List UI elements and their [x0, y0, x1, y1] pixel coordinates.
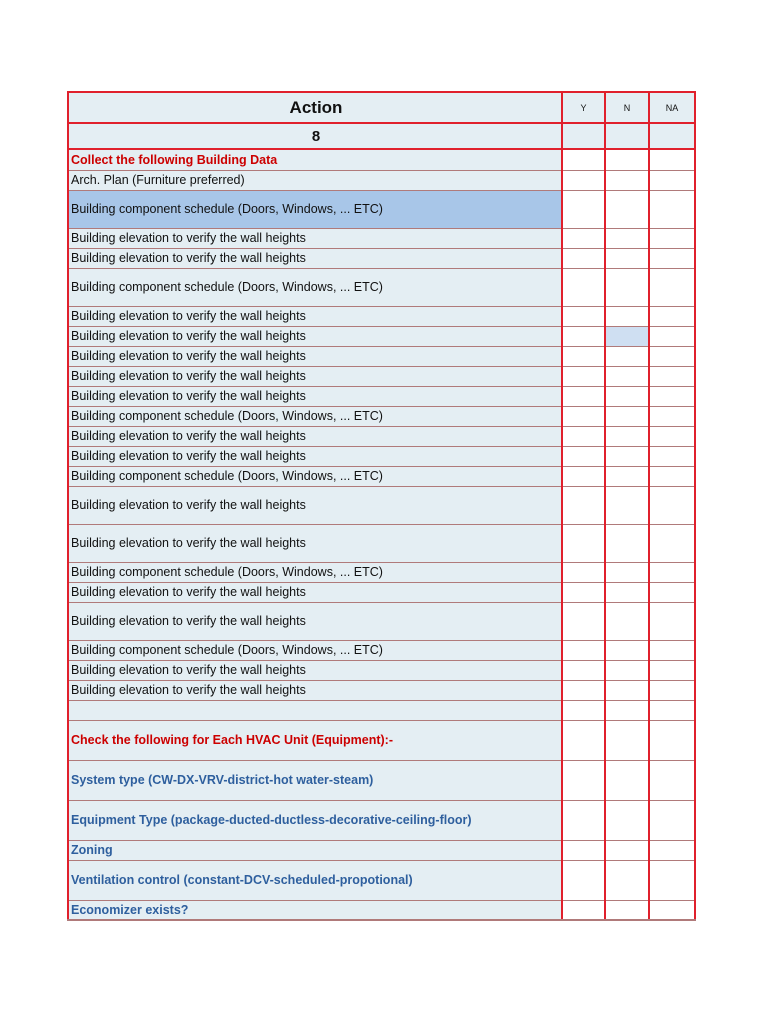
na-cell[interactable]: [649, 446, 695, 466]
na-cell[interactable]: [649, 700, 695, 720]
row-action-text: Zoning: [68, 840, 562, 860]
n-cell[interactable]: [605, 366, 649, 386]
n-cell[interactable]: [605, 602, 649, 640]
row-action-text: Building elevation to verify the wall heights: [68, 346, 562, 366]
row-action-text: Check the following for Each HVAC Unit (Equipment):-: [68, 720, 562, 760]
header-action: Action: [68, 92, 562, 123]
row-action-text: Building component schedule (Doors, Windows, ... ETC): [68, 466, 562, 486]
table-row: [68, 406, 695, 426]
na-cell[interactable]: [649, 386, 695, 406]
na-cell[interactable]: [649, 760, 695, 800]
section-number: 8: [68, 123, 562, 149]
table-row: [68, 306, 695, 326]
y-cell[interactable]: [562, 248, 605, 268]
na-cell[interactable]: [649, 346, 695, 366]
na-cell[interactable]: [649, 660, 695, 680]
header-n: N: [605, 92, 649, 123]
na-cell[interactable]: [649, 228, 695, 248]
header-na: NA: [649, 92, 695, 123]
n-cell[interactable]: [605, 524, 649, 562]
row-action-text: Building elevation to verify the wall heights: [68, 680, 562, 700]
y-cell[interactable]: [562, 123, 605, 149]
n-cell[interactable]: [605, 562, 649, 582]
n-cell[interactable]: [605, 720, 649, 760]
y-cell[interactable]: [562, 170, 605, 190]
y-cell[interactable]: [562, 800, 605, 840]
table-row: [68, 524, 695, 562]
na-cell[interactable]: [649, 123, 695, 149]
na-cell[interactable]: [649, 170, 695, 190]
table-row: [68, 582, 695, 602]
row-action-text: Ventilation control (constant-DCV-scheduled-propotional): [68, 860, 562, 900]
na-cell[interactable]: [649, 582, 695, 602]
table-row: [68, 346, 695, 366]
y-cell[interactable]: [562, 149, 605, 170]
table-row: [68, 860, 695, 900]
n-cell[interactable]: [605, 700, 649, 720]
row-action-text: Building elevation to verify the wall heights: [68, 602, 562, 640]
n-cell[interactable]: [605, 406, 649, 426]
row-action-text: Building component schedule (Doors, Windows, ... ETC): [68, 268, 562, 306]
n-cell[interactable]: [605, 149, 649, 170]
table-row: [68, 446, 695, 466]
y-cell[interactable]: [562, 860, 605, 900]
na-cell[interactable]: [649, 406, 695, 426]
table-row: [68, 800, 695, 840]
na-cell[interactable]: [649, 486, 695, 524]
na-cell[interactable]: [649, 524, 695, 562]
row-action-text: Building elevation to verify the wall heights: [68, 248, 562, 268]
na-cell[interactable]: [649, 860, 695, 900]
row-action-text: Building component schedule (Doors, Windows, ... ETC): [68, 406, 562, 426]
table-row: [68, 640, 695, 660]
y-cell[interactable]: [562, 700, 605, 720]
row-action-text: Building component schedule (Doors, Windows, ... ETC): [68, 190, 562, 228]
row-action-text: Building elevation to verify the wall heights: [68, 486, 562, 524]
checklist-table: [67, 91, 696, 921]
y-cell[interactable]: [562, 228, 605, 248]
n-cell[interactable]: [605, 466, 649, 486]
y-cell[interactable]: [562, 446, 605, 466]
y-cell[interactable]: [562, 386, 605, 406]
n-cell[interactable]: [605, 123, 649, 149]
y-cell[interactable]: [562, 720, 605, 760]
na-cell[interactable]: [649, 900, 695, 920]
n-cell[interactable]: [605, 190, 649, 228]
row-action-text: Building elevation to verify the wall heights: [68, 228, 562, 248]
row-action-text: Equipment Type (package-ducted-ductless-decorative-ceiling-floor): [68, 800, 562, 840]
row-action-text: Building elevation to verify the wall heights: [68, 446, 562, 466]
n-cell[interactable]: [605, 170, 649, 190]
table-row: [68, 900, 695, 920]
n-cell[interactable]: [605, 446, 649, 466]
table-row: [68, 426, 695, 446]
y-cell[interactable]: [562, 602, 605, 640]
na-cell[interactable]: [649, 149, 695, 170]
y-cell[interactable]: [562, 268, 605, 306]
table-row: [68, 680, 695, 700]
row-action-text: Building elevation to verify the wall heights: [68, 386, 562, 406]
y-cell[interactable]: [562, 326, 605, 346]
na-cell[interactable]: [649, 640, 695, 660]
table-row: [68, 268, 695, 306]
row-action-text: [68, 700, 562, 720]
table-row: [68, 840, 695, 860]
table-row: [68, 700, 695, 720]
na-cell[interactable]: [649, 268, 695, 306]
y-cell[interactable]: [562, 486, 605, 524]
y-cell[interactable]: [562, 840, 605, 860]
y-cell[interactable]: [562, 524, 605, 562]
row-action-text: Building elevation to verify the wall heights: [68, 366, 562, 386]
row-action-text: Building component schedule (Doors, Windows, ... ETC): [68, 562, 562, 582]
row-action-text: Building elevation to verify the wall heights: [68, 660, 562, 680]
na-cell[interactable]: [649, 466, 695, 486]
na-cell[interactable]: [649, 306, 695, 326]
na-cell[interactable]: [649, 602, 695, 640]
row-action-text: Building elevation to verify the wall heights: [68, 582, 562, 602]
table-row: [68, 720, 695, 760]
header-row: [68, 92, 695, 123]
row-action-text: Arch. Plan (Furniture preferred): [68, 170, 562, 190]
row-action-text: Building component schedule (Doors, Windows, ... ETC): [68, 640, 562, 660]
table-row: [68, 366, 695, 386]
y-cell[interactable]: [562, 660, 605, 680]
n-cell[interactable]: [605, 900, 649, 920]
n-cell[interactable]: [605, 660, 649, 680]
n-cell[interactable]: [605, 326, 649, 346]
n-cell[interactable]: [605, 268, 649, 306]
n-cell[interactable]: [605, 760, 649, 800]
n-cell[interactable]: [605, 306, 649, 326]
y-cell[interactable]: [562, 406, 605, 426]
y-cell[interactable]: [562, 366, 605, 386]
table-row: [68, 486, 695, 524]
n-cell[interactable]: [605, 640, 649, 660]
table-row: [68, 602, 695, 640]
na-cell[interactable]: [649, 366, 695, 386]
row-action-text: System type (CW-DX-VRV-district-hot water-steam): [68, 760, 562, 800]
y-cell[interactable]: [562, 900, 605, 920]
table-row: [68, 190, 695, 228]
table-row: [68, 660, 695, 680]
row-action-text: Building elevation to verify the wall heights: [68, 426, 562, 446]
n-cell[interactable]: [605, 248, 649, 268]
na-cell[interactable]: [649, 248, 695, 268]
row-action-text: Collect the following Building Data: [68, 149, 562, 170]
n-cell[interactable]: [605, 346, 649, 366]
na-cell[interactable]: [649, 190, 695, 228]
n-cell[interactable]: [605, 860, 649, 900]
n-cell[interactable]: [605, 582, 649, 602]
na-cell[interactable]: [649, 800, 695, 840]
row-action-text: Building elevation to verify the wall heights: [68, 524, 562, 562]
na-cell[interactable]: [649, 680, 695, 700]
y-cell[interactable]: [562, 306, 605, 326]
na-cell[interactable]: [649, 562, 695, 582]
table-row: [68, 466, 695, 486]
y-cell[interactable]: [562, 466, 605, 486]
table-row: [68, 228, 695, 248]
na-cell[interactable]: [649, 426, 695, 446]
row-action-text: Economizer exists?: [68, 900, 562, 920]
na-cell[interactable]: [649, 326, 695, 346]
table-row: [68, 248, 695, 268]
table-row: [68, 149, 695, 170]
n-cell[interactable]: [605, 426, 649, 446]
y-cell[interactable]: [562, 582, 605, 602]
section-number-row: [68, 123, 695, 149]
y-cell[interactable]: [562, 346, 605, 366]
n-cell[interactable]: [605, 680, 649, 700]
na-cell[interactable]: [649, 720, 695, 760]
n-cell[interactable]: [605, 840, 649, 860]
table-row: [68, 170, 695, 190]
y-cell[interactable]: [562, 680, 605, 700]
table-row: [68, 760, 695, 800]
y-cell[interactable]: [562, 426, 605, 446]
n-cell[interactable]: [605, 386, 649, 406]
n-cell[interactable]: [605, 800, 649, 840]
y-cell[interactable]: [562, 760, 605, 800]
y-cell[interactable]: [562, 562, 605, 582]
na-cell[interactable]: [649, 840, 695, 860]
n-cell[interactable]: [605, 228, 649, 248]
header-y: Y: [562, 92, 605, 123]
n-cell[interactable]: [605, 486, 649, 524]
table-row: [68, 326, 695, 346]
table-row: [68, 562, 695, 582]
table-row: [68, 386, 695, 406]
row-action-text: Building elevation to verify the wall heights: [68, 306, 562, 326]
y-cell[interactable]: [562, 190, 605, 228]
y-cell[interactable]: [562, 640, 605, 660]
row-action-text: Building elevation to verify the wall heights: [68, 326, 562, 346]
